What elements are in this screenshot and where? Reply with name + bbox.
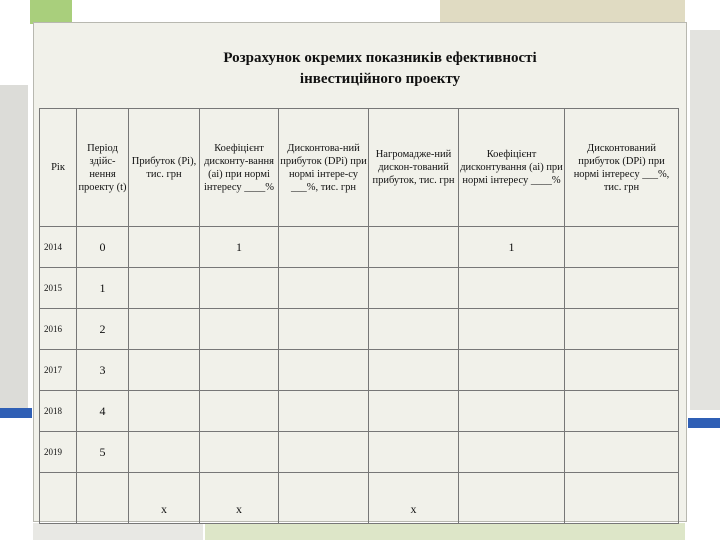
accum-cell (369, 350, 459, 391)
table-row (40, 268, 679, 309)
header-disc-profit-a: Дисконтова-ний прибуток (DPi) при нормі інтере-су ___%, тис. грн (279, 109, 369, 227)
page-title (120, 48, 640, 90)
coef-b-cell (459, 350, 565, 391)
deco-gray-right (690, 30, 720, 410)
coef-b-cell: 1 (459, 227, 565, 268)
header-disc-profit-b: Дисконтований прибуток (DPi) при нормі інтересу ___%, тис. грн (565, 109, 679, 227)
accum-cell (369, 432, 459, 473)
header-row (40, 109, 679, 227)
disc-profit-b-cell (565, 309, 679, 350)
table-row (40, 391, 679, 432)
disc-profit-a-cell (279, 391, 369, 432)
deco-tan-bar (440, 0, 685, 24)
profit-cell (129, 309, 200, 350)
disc-profit-b-cell (565, 227, 679, 268)
total-accum-cell: х (369, 473, 459, 524)
coef-b-cell (459, 391, 565, 432)
coef-a-cell (200, 432, 279, 473)
profit-cell (129, 432, 200, 473)
period-cell: 3 (77, 350, 129, 391)
coef-b-cell (459, 268, 565, 309)
total-year-cell (40, 473, 77, 524)
header-profit: Прибуток (Pi), тис. грн (129, 109, 200, 227)
year-cell: 2019 (40, 432, 77, 473)
coef-b-cell (459, 309, 565, 350)
disc-profit-b-cell (565, 268, 679, 309)
coef-a-cell (200, 309, 279, 350)
coef-a-cell (200, 391, 279, 432)
year-cell: 2016 (40, 309, 77, 350)
total-row (40, 473, 679, 524)
profit-cell (129, 391, 200, 432)
total-profit-cell: х (129, 473, 200, 524)
profit-cell (129, 227, 200, 268)
coef-a-cell (200, 350, 279, 391)
header-coef-b: Коефіцієнт дисконтування (ai) при нормі інтересу ____% (459, 109, 565, 227)
period-cell: 1 (77, 268, 129, 309)
total-coef-a-cell: х (200, 473, 279, 524)
accum-cell (369, 391, 459, 432)
title-line-2: інвестиційного проекту (299, 71, 461, 87)
year-cell: 2017 (40, 350, 77, 391)
year-cell: 2014 (40, 227, 77, 268)
header-period: Період здійс-нення проекту (t) (77, 109, 129, 227)
disc-profit-a-cell (279, 432, 369, 473)
header-accumulated: Нагромадже-ний дискон-тований прибуток, тис. грн (369, 109, 459, 227)
deco-green-square (30, 0, 72, 24)
deco-gray-left (0, 85, 28, 415)
total-coef-b-cell (459, 473, 565, 524)
header-coef-a: Коефіцієнт дисконту-вання (ai) при нормі інтересу ____% (200, 109, 279, 227)
disc-profit-b-cell (565, 391, 679, 432)
disc-profit-b-cell (565, 350, 679, 391)
table-row (40, 350, 679, 391)
table-row (40, 227, 679, 268)
disc-profit-b-cell (565, 432, 679, 473)
deco-blue-right (688, 418, 720, 428)
deco-blue-left (0, 408, 32, 418)
coef-a-cell (200, 268, 279, 309)
disc-profit-a-cell (279, 309, 369, 350)
accum-cell (369, 227, 459, 268)
period-cell: 5 (77, 432, 129, 473)
total-period-cell (77, 473, 129, 524)
deco-bottom-left (33, 523, 203, 540)
table-row (40, 309, 679, 350)
profit-cell (129, 268, 200, 309)
profit-cell (129, 350, 200, 391)
total-disc-profit-b-cell (565, 473, 679, 524)
year-cell: 2018 (40, 391, 77, 432)
accum-cell (369, 268, 459, 309)
disc-profit-a-cell (279, 268, 369, 309)
deco-bottom-green (205, 523, 685, 540)
disc-profit-a-cell (279, 227, 369, 268)
disc-profit-a-cell (279, 350, 369, 391)
efficiency-table (39, 108, 679, 524)
period-cell: 2 (77, 309, 129, 350)
header-year: Рік (40, 109, 77, 227)
title-line-1: Розрахунок окремих показників ефективності (223, 50, 537, 66)
table-row (40, 432, 679, 473)
coef-b-cell (459, 432, 565, 473)
period-cell: 4 (77, 391, 129, 432)
year-cell: 2015 (40, 268, 77, 309)
total-disc-profit-a-cell (279, 473, 369, 524)
coef-a-cell: 1 (200, 227, 279, 268)
period-cell: 0 (77, 227, 129, 268)
accum-cell (369, 309, 459, 350)
